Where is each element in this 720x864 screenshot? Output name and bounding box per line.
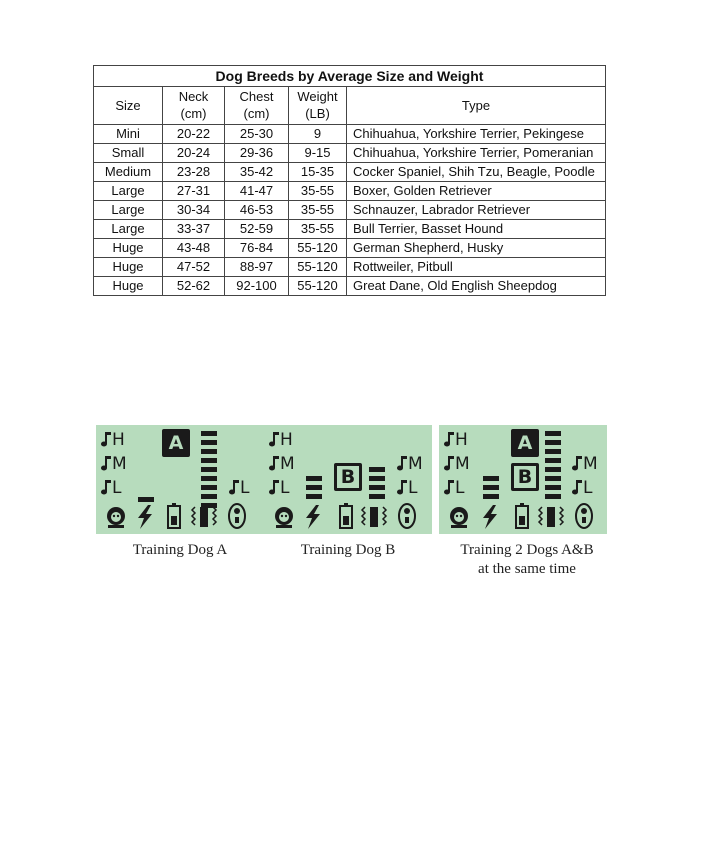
header-chest-label: Chest: [239, 88, 274, 104]
lcd-display-dogs-ab: [439, 425, 607, 534]
cell-size: Huge: [94, 238, 163, 257]
level-high-label: H: [455, 430, 467, 450]
cell-weight: 55-120: [289, 276, 347, 295]
table-row: [94, 238, 606, 257]
level-high-label: H: [280, 430, 292, 450]
cell-type: Chihuahua, Yorkshire Terrier, Pekingese: [347, 124, 606, 143]
shock-icon: [483, 505, 497, 529]
cell-neck: 20-22: [163, 124, 225, 143]
battery-icon: [340, 503, 352, 528]
level-low-label: L: [455, 478, 464, 498]
cell-type: Chihuahua, Yorkshire Terrier, Pomeranian: [347, 143, 606, 162]
cell-neck: 20-24: [163, 143, 225, 162]
cell-chest: 76-84: [225, 238, 289, 257]
dog-a-indicator: A: [162, 429, 190, 457]
table-row: [94, 162, 606, 181]
cell-neck: 52-62: [163, 276, 225, 295]
lcd-display-dog-a: [96, 425, 264, 534]
tone-icon: [229, 504, 245, 528]
cell-size: Small: [94, 143, 163, 162]
cell-weight: 35-55: [289, 181, 347, 200]
table-row: [94, 143, 606, 162]
header-neck-label: Neck: [178, 88, 209, 104]
intensity-bars-left: [483, 476, 499, 499]
cell-chest: 29-36: [225, 143, 289, 162]
vibration-icon: [539, 507, 563, 527]
dog-b-indicator: B: [334, 463, 362, 491]
caption-dogs-ab-line2: at the same time: [478, 561, 576, 577]
cell-chest: 41-47: [225, 181, 289, 200]
music-note-icons: [101, 432, 111, 495]
intensity-bars-right: [369, 467, 385, 499]
caption-dog-b: Training Dog B: [300, 542, 396, 558]
shock-icon: [306, 505, 320, 529]
cell-type: Schnauzer, Labrador Retriever: [347, 200, 606, 219]
level-medium-label: M: [280, 454, 294, 474]
table-row: [94, 200, 606, 219]
table-row: [94, 219, 606, 238]
cell-chest: 92-100: [225, 276, 289, 295]
cell-chest: 52-59: [225, 219, 289, 238]
cell-size: Large: [94, 219, 163, 238]
dog-face-icon: [275, 507, 293, 528]
cell-weight: 35-55: [289, 200, 347, 219]
cell-size: Medium: [94, 162, 163, 181]
level-low-label-right: L: [240, 478, 249, 498]
single-bar: [138, 497, 154, 502]
vibration-icon: [192, 507, 216, 527]
cell-weight: 9: [289, 124, 347, 143]
cell-size: Huge: [94, 257, 163, 276]
cell-type: Boxer, Golden Retriever: [347, 181, 606, 200]
level-medium-label-right: M: [583, 454, 597, 474]
cell-size: Large: [94, 200, 163, 219]
dog-face-icon: [107, 507, 125, 528]
cell-chest: 88-97: [225, 257, 289, 276]
level-low-label: L: [280, 478, 289, 498]
cell-type: Rottweiler, Pitbull: [347, 257, 606, 276]
cell-neck: 33-37: [163, 219, 225, 238]
level-low-label: L: [112, 478, 121, 498]
level-medium-label: M: [455, 454, 469, 474]
level-low-label-right: L: [583, 478, 592, 498]
dog-breeds-table: [93, 65, 606, 296]
dog-face-icon: [450, 507, 468, 528]
level-medium-label: M: [112, 454, 126, 474]
cell-neck: 43-48: [163, 238, 225, 257]
table-row: [94, 257, 606, 276]
cell-type: Cocker Spaniel, Shih Tzu, Beagle, Poodle: [347, 162, 606, 181]
lcd-display-dog-b: [264, 425, 432, 534]
table-row: [94, 276, 606, 295]
cell-size: Huge: [94, 276, 163, 295]
caption-dog-a: Training Dog A: [132, 542, 228, 558]
caption-dogs-ab-line1: Training 2 Dogs A&B: [460, 542, 594, 558]
cell-weight: 55-120: [289, 238, 347, 257]
header-weight-label: Weight: [297, 88, 338, 104]
level-medium-label-right: M: [408, 454, 422, 474]
table-title: Dog Breeds by Average Size and Weight: [93, 65, 606, 86]
header-weight: [289, 86, 347, 124]
cell-weight: 35-55: [289, 219, 347, 238]
header-chest-unit: (cm): [243, 106, 270, 122]
cell-weight: 15-35: [289, 162, 347, 181]
cell-type: Bull Terrier, Basset Hound: [347, 219, 606, 238]
header-weight-unit: (LB): [305, 106, 330, 122]
cell-weight: 55-120: [289, 257, 347, 276]
vibration-icon: [362, 507, 386, 527]
intensity-bars: [201, 431, 217, 508]
intensity-bars-left: [306, 476, 322, 499]
battery-icon: [168, 503, 180, 528]
cell-type: Great Dane, Old English Sheepdog: [347, 276, 606, 295]
intensity-bars-right: [545, 431, 561, 499]
header-size: Size: [94, 86, 163, 124]
header-neck: [163, 86, 225, 124]
table-row: [94, 181, 606, 200]
table-row: [94, 124, 606, 143]
battery-icon: [516, 503, 528, 528]
cell-neck: 27-31: [163, 181, 225, 200]
level-low-label-right: L: [408, 478, 417, 498]
table-body: [94, 124, 606, 295]
tone-icon: [576, 504, 592, 528]
cell-weight: 9-15: [289, 143, 347, 162]
header-chest: [225, 86, 289, 124]
level-high-label: H: [112, 430, 124, 450]
cell-chest: 25-30: [225, 124, 289, 143]
cell-neck: 47-52: [163, 257, 225, 276]
header-neck-unit: (cm): [180, 106, 207, 122]
tone-icon: [399, 504, 415, 528]
cell-neck: 30-34: [163, 200, 225, 219]
cell-chest: 46-53: [225, 200, 289, 219]
dog-a-indicator: A: [511, 429, 539, 457]
shock-icon: [138, 505, 152, 529]
music-note-right-icon: [229, 480, 239, 495]
dog-b-indicator: B: [511, 463, 539, 491]
table-header-row: [94, 86, 606, 124]
header-type: Type: [347, 86, 606, 124]
cell-type: German Shepherd, Husky: [347, 238, 606, 257]
cell-chest: 35-42: [225, 162, 289, 181]
cell-neck: 23-28: [163, 162, 225, 181]
cell-size: Mini: [94, 124, 163, 143]
cell-size: Large: [94, 181, 163, 200]
